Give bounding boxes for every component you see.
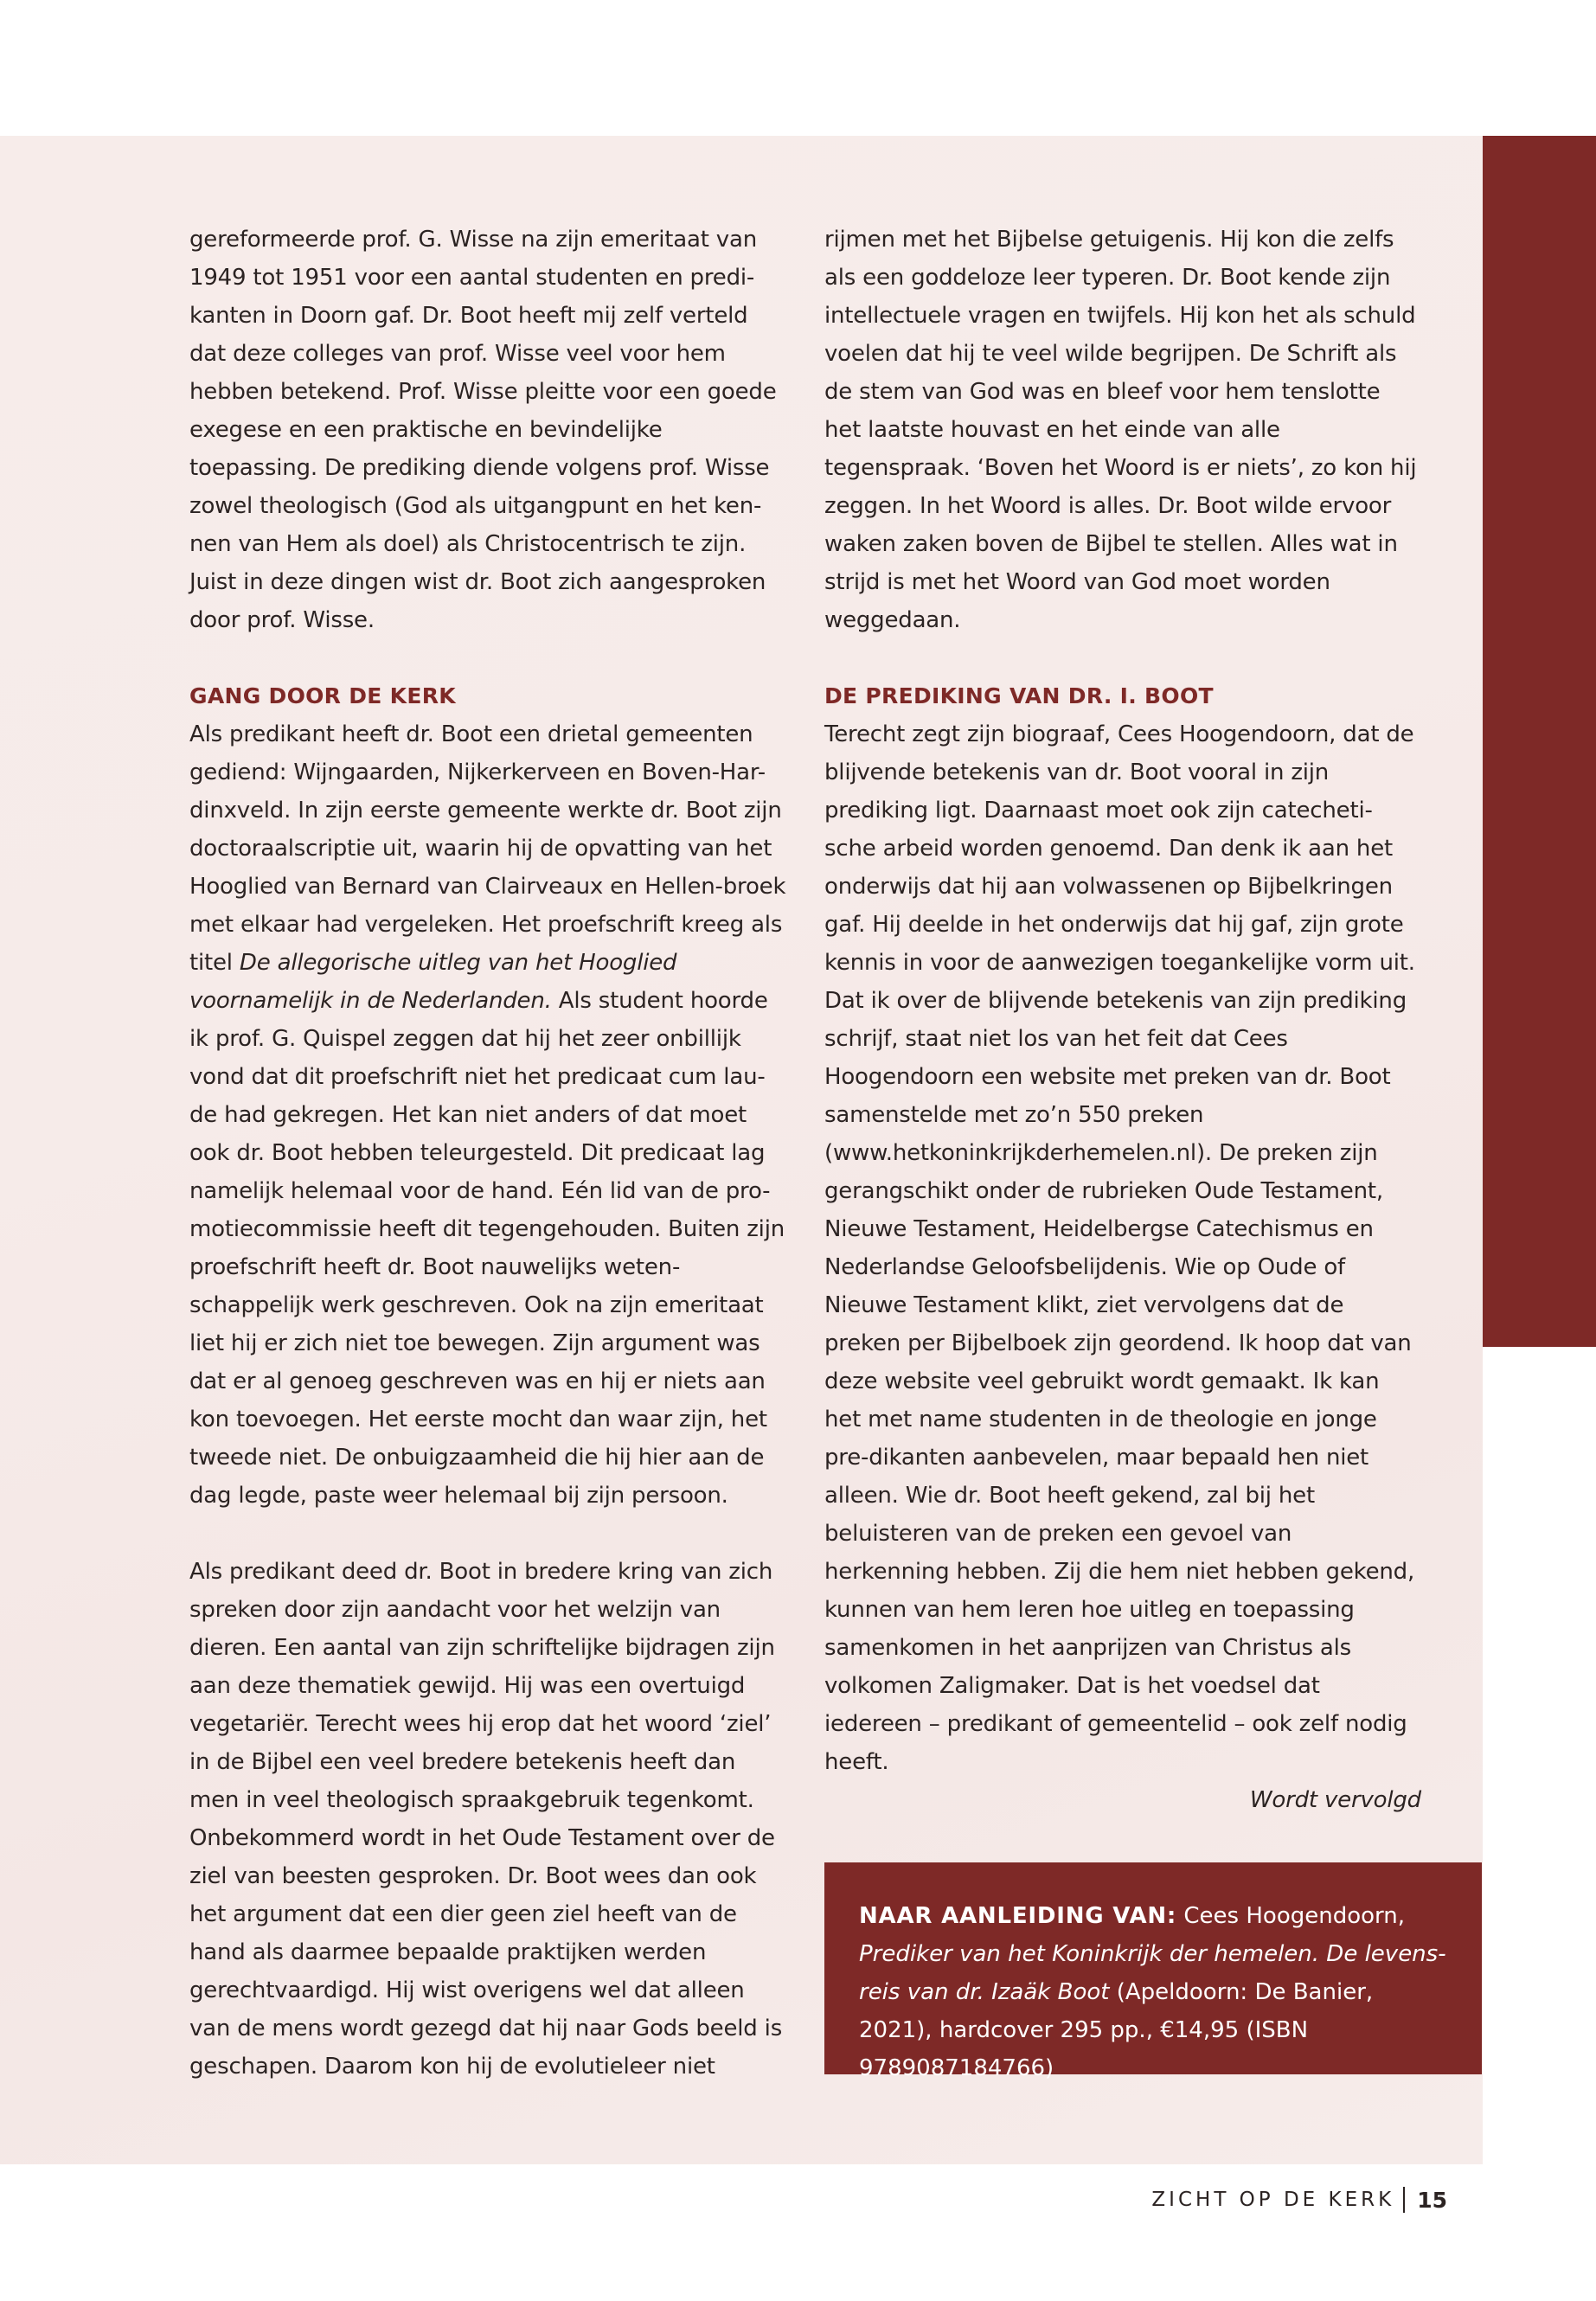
book-info-box — [824, 1862, 1482, 2081]
publication-name: ZICHT OP DE KERK — [1151, 2189, 1395, 2211]
page-footer — [1151, 2187, 1447, 2213]
dissertation-title: De allegorische uitleg van het Hooglied voornamelijk in de Nederlanden. — [189, 950, 677, 1014]
book-title: Prediker van het Koninkrijk der hemelen. De levens-reis van dr. Izaäk Boot — [859, 1941, 1446, 2005]
footer-divider — [1403, 2187, 1405, 2213]
right-column — [824, 221, 1421, 1819]
left-intro-paragraph: gereformeerde prof. G. Wisse na zijn emeritaat van 1949 tot 1951 voor een aantal studenten en predi-kanten in Doorn gaf. Dr. Boot heeft mij zelf verteld dat deze colleges van prof. Wisse veel voor hem hebben betekend. Prof. Wisse pleitte voor een goede exegese en een praktische en bevindelijke toepassing. De prediking diende volgens prof. Wisse zowel theologisch (God als uitgangpunt en het ken-nen van Hem als doel) als Christocentrisch te zijn. Juist in deze dingen wist dr. Boot zich aangesproken door prof. Wisse. — [189, 227, 777, 633]
left-paragraph-1: Als predikant heeft dr. Boot een drietal gemeenten gediend: Wijngaarden, Nijkerkerveen en Boven-Har-dinxveld. In zijn eerste gemeente werkte dr. Boot zijn doctoraalscriptie uit, waarin hij de opvatting van het Hooglied van Bernard van Clairveaux en Hellen-broek met elkaar had vergeleken. Het proefschrift kreeg als titel De allegorische uitleg van het Hooglied voornamelijk in de Nederlanden. Als student hoorde ik prof. G. Quispel zeggen dat hij het zeer onbillijk vond dat dit proefschrift niet het predicaat cum lau-de had gekregen. Het kan niet anders of dat moet ook dr. Boot hebben teleurgesteld. Dit predicaat lag namelijk helemaal voor de hand. Eén lid van de pro-motiecommissie heeft dit tegengehouden. Buiten zijn proefschrift heeft dr. Boot nauwelijks weten-schappelijk werk geschreven. Ook na zijn emeritaat liet hij er zich niet toe bewegen. Zijn argument was dat er al genoeg geschreven was en hij er niets aan kon toevoegen. Het eerste mocht dan waar zijn, het tweede niet. De onbuigzaamheid die hij hier aan de dag legde, paste weer helemaal bij zijn persoon. — [189, 721, 786, 1509]
book-info-text: NAAR AANLEIDING VAN: Cees Hoogendoorn, Prediker van het Koninkrijk der hemelen. De levens-reis van dr. Izaäk Boot (Apeldoorn: De Banier, 2021), hardcover 295 pp., €14,95 (ISBN 9789087184766) — [859, 1903, 1446, 2081]
continued-note: Wordt vervolgd — [1249, 1787, 1421, 1813]
right-paragraph-1: Terecht zegt zijn biograaf, Cees Hoogendoorn, dat de blijvende betekenis van dr. Boot vooral in zijn prediking ligt. Daarnaast moet ook zijn catecheti-sche arbeid worden genoemd. Dan denk ik aan het onderwijs dat hij aan volwassenen op Bijbelkringen gaf. Hij deelde in het onderwijs dat hij gaf, zijn grote kennis in voor de aanwezigen toegankelijke vorm uit. Dat ik over de blijvende betekenis van zijn prediking schrijf, staat niet los van het feit dat Cees Hoogendoorn een website met preken van dr. Boot samenstelde met zo’n 550 preken (www.hetkoninkrijkderhemelen.nl). De preken zijn gerangschikt onder de rubrieken Oude Testament, Nieuwe Testament, Heidelbergse Catechismus en Nederlandse Geloofsbelijdenis. Wie op Oude of Nieuwe Testament klikt, ziet vervolgens dat de preken per Bijbelboek zijn geordend. Ik hoop dat van deze website veel gebruikt wordt gemaakt. Ik kan het met name studenten in de theologie en jonge pre-dikanten aanbevelen, maar bepaald hen niet alleen. Wie dr. Boot heeft gekend, zal bij het beluisteren van de preken een gevoel van herkenning hebben. Zij die hem niet hebben gekend, kunnen van hem leren hoe uitleg en toepassing samenkomen in het aanprijzen van Christus als volkomen Zaligmaker. Dat is het voedsel dat iedereen – predikant of gemeentelid – ook zelf nodig heeft. — [824, 721, 1415, 1775]
section-heading-prediking: DE PREDIKING VAN DR. I. BOOT — [824, 683, 1214, 708]
right-intro-paragraph: rijmen met het Bijbelse getuigenis. Hij kon die zelfs als een goddeloze leer typeren. Dr. Boot kende zijn intellectuele vragen en twijfels. Hij kon het als schuld voelen dat hij te veel wilde begrijpen. De Schrift als de stem van God was en bleef voor hem tenslotte het laatste houvast en het einde van alle tegenspraak. ‘Boven het Woord is er niets’, zo kon hij zeggen. In het Woord is alles. Dr. Boot wilde ervoor waken zaken boven de Bijbel te stellen. Alles wat in strijd is met het Woord van God moet worden weggedaan. — [824, 227, 1417, 633]
left-paragraph-2: Als predikant deed dr. Boot in bredere kring van zich spreken door zijn aandacht voor het welzijn van dieren. Een aantal van zijn schriftelijke bijdragen zijn aan deze thematiek gewijd. Hij was een overtuigd vegetariër. Terecht wees hij erop dat het woord ‘ziel’ in de Bijbel een veel bredere betekenis heeft dan men in veel theologisch spraakgebruik tegenkomt. Onbekommerd wordt in het Oude Testament over de ziel van beesten gesproken. Dr. Boot wees dan ook het argument dat een dier geen ziel heeft van de hand als daarmee bepaalde praktijken werden gerechtvaardigd. Hij wist overigens wel dat alleen van de mens wordt gezegd dat hij naar Gods beeld is geschapen. Daarom kon hij de evolutieleer niet — [189, 1559, 783, 2080]
book-info-label: NAAR AANLEIDING VAN: — [859, 1903, 1177, 1929]
accent-bar — [1483, 136, 1596, 1347]
page-number: 15 — [1417, 2187, 1447, 2213]
section-heading-gang-door-de-kerk: GANG DOOR DE KERK — [189, 683, 456, 708]
left-column — [189, 221, 786, 2086]
